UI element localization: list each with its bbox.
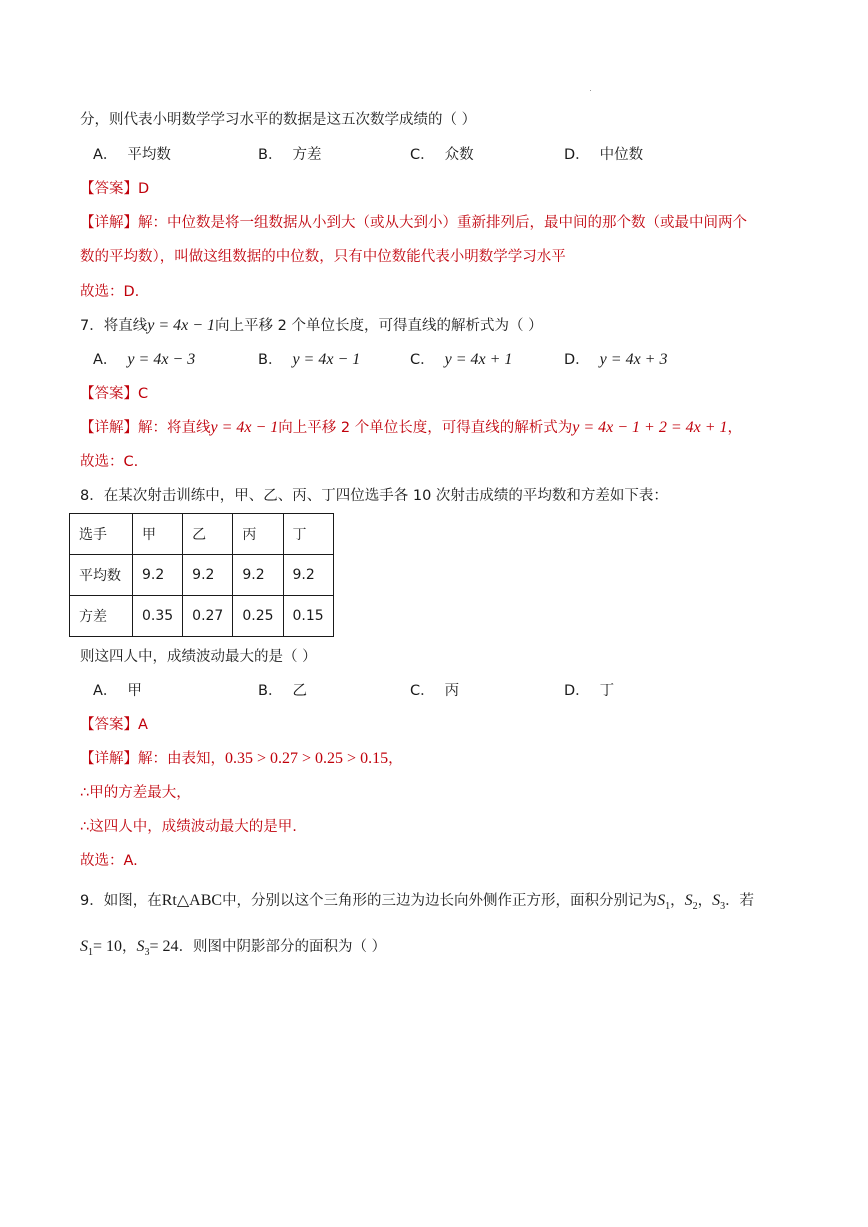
explain-tag: 【详解】 bbox=[80, 751, 138, 767]
answer-value: D bbox=[138, 181, 150, 197]
math-s3 bbox=[136, 938, 150, 958]
q6-explain-line2: 数的平均数），叫做这组数据的中位数，只有中位数能代表小明数学学习水平 bbox=[80, 249, 566, 265]
subscript: 1 bbox=[88, 947, 93, 958]
q8-option-d bbox=[564, 681, 614, 701]
q8-explain bbox=[80, 749, 403, 769]
subscript: 1 bbox=[665, 901, 671, 912]
q7-answer bbox=[80, 384, 148, 404]
option-label: D． bbox=[564, 352, 590, 368]
stem-text: ．若 bbox=[725, 893, 755, 909]
symbol: S bbox=[80, 938, 88, 955]
q8-option-c bbox=[410, 681, 459, 701]
q7-option-c bbox=[410, 350, 512, 370]
table-cell: 丙 bbox=[233, 514, 283, 555]
q8-answer bbox=[80, 715, 148, 735]
table-cell: 0.25 bbox=[233, 596, 283, 637]
option-label: A． bbox=[93, 683, 118, 699]
option-text: 丁 bbox=[599, 683, 615, 699]
explain-text: ， bbox=[388, 751, 403, 767]
stem-text: 向上平移 2 个单位长度，可得直线的解析式为（ ） bbox=[215, 318, 543, 334]
option-label: B． bbox=[258, 147, 283, 163]
q8-stem bbox=[80, 486, 668, 506]
table-row bbox=[70, 555, 334, 596]
explain-text: 解：由表知， bbox=[138, 751, 225, 767]
q6-answer bbox=[80, 179, 149, 199]
option-text: 众数 bbox=[444, 147, 474, 163]
option-expression: y = 4x + 3 bbox=[599, 351, 668, 368]
q6-explain-line1 bbox=[80, 213, 747, 233]
q6-option-d bbox=[564, 145, 643, 165]
q8-step1: ∴甲的方差最大， bbox=[80, 785, 191, 801]
math-s1 bbox=[657, 892, 671, 912]
option-expression: y = 4x + 1 bbox=[444, 351, 513, 368]
option-text: 平均数 bbox=[127, 147, 171, 163]
math-condition: = 24 bbox=[149, 938, 179, 955]
q7-stem bbox=[80, 316, 543, 336]
symbol: S bbox=[657, 892, 666, 909]
subscript: 3 bbox=[144, 947, 150, 958]
table-cell: 甲 bbox=[133, 514, 183, 555]
option-text: 中位数 bbox=[599, 147, 644, 163]
option-text: 乙 bbox=[292, 683, 307, 699]
table-header-row bbox=[70, 514, 334, 555]
math-s3 bbox=[712, 892, 726, 912]
math-triangle: Rt△ABC bbox=[161, 892, 223, 909]
option-label: C． bbox=[410, 147, 435, 163]
table-cell: 9.2 bbox=[283, 555, 333, 596]
question-number: 9． bbox=[80, 893, 104, 909]
table-cell: 平均数 bbox=[70, 555, 133, 596]
option-expression: y = 4x − 1 bbox=[292, 351, 361, 368]
q8-step2: ∴这四人中，成绩波动最大的是甲. bbox=[80, 819, 297, 835]
q6-choose: 故选：D. bbox=[80, 284, 140, 300]
table-row bbox=[70, 596, 334, 637]
table-cell: 9.2 bbox=[233, 555, 283, 596]
table-cell: 9.2 bbox=[183, 555, 233, 596]
q7-option-d bbox=[564, 350, 667, 370]
table-cell: 0.35 bbox=[133, 596, 183, 637]
symbol: S bbox=[684, 892, 693, 909]
q7-option-b bbox=[258, 350, 360, 370]
symbol: S bbox=[712, 892, 721, 909]
q7-explain bbox=[80, 418, 742, 438]
explain-text: 解：将直线 bbox=[138, 420, 211, 436]
explain-tag: 【详解】 bbox=[80, 215, 138, 231]
stem-text: 如图，在 bbox=[103, 893, 162, 909]
option-label: C． bbox=[410, 683, 435, 699]
q8-option-b bbox=[258, 681, 307, 701]
table-cell: 乙 bbox=[183, 514, 233, 555]
stem-text: ．则图中阴影部分的面积为（ ） bbox=[178, 939, 387, 955]
math-s1 bbox=[80, 938, 93, 958]
option-label: B． bbox=[258, 352, 283, 368]
table-cell: 丁 bbox=[283, 514, 333, 555]
math-s2 bbox=[684, 892, 698, 912]
table-cell: 9.2 bbox=[133, 555, 183, 596]
answer-tag: 【答案】 bbox=[80, 181, 138, 197]
answer-tag: 【答案】 bbox=[80, 717, 138, 733]
option-text: 方差 bbox=[292, 147, 322, 163]
q6-option-c bbox=[410, 145, 474, 165]
answer-tag: 【答案】 bbox=[80, 386, 138, 402]
page-speck bbox=[590, 90, 591, 91]
stem-text: 中，分别以这个三角形的三边为边长向外侧作正方形，面积分别记为 bbox=[222, 893, 658, 909]
question-number: 7． bbox=[80, 318, 104, 334]
explain-text: ， bbox=[727, 420, 743, 436]
subscript: 3 bbox=[720, 901, 726, 912]
math-expression: y = 4x − 1 bbox=[147, 317, 216, 334]
question-number: 8． bbox=[80, 488, 104, 504]
option-label: B． bbox=[258, 683, 283, 699]
table-cell: 0.27 bbox=[183, 596, 233, 637]
table-cell: 0.15 bbox=[283, 596, 333, 637]
explain-text: 向上平移 2 个单位长度，可得直线的解析式为 bbox=[278, 420, 573, 436]
math-expression: y = 4x − 1 bbox=[210, 419, 279, 436]
option-text: 甲 bbox=[127, 683, 142, 699]
math-expression: 0.35 > 0.27 > 0.25 > 0.15 bbox=[225, 750, 389, 767]
subscript: 2 bbox=[692, 901, 698, 912]
answer-value: C bbox=[138, 386, 149, 402]
q9-stem-line2: $S_1= 10$，$S_3= 24$．则图中阴影部分的面积为（ ） bbox=[80, 938, 387, 958]
q8-option-a bbox=[93, 681, 142, 701]
option-label: D． bbox=[564, 683, 590, 699]
q7-option-a bbox=[93, 350, 195, 370]
symbol: S bbox=[136, 938, 145, 955]
option-expression: y = 4x − 3 bbox=[127, 351, 196, 368]
math-expression: y = 4x − 1 + 2 = 4x + 1 bbox=[572, 419, 728, 436]
option-label: C． bbox=[410, 352, 435, 368]
q6-stem-tail: 分，则代表小明数学学习水平的数据是这五次数学成绩的（ ） bbox=[80, 112, 477, 128]
q8-question: 则这四人中，成绩波动最大的是（ ） bbox=[80, 649, 317, 665]
option-text: 丙 bbox=[444, 683, 460, 699]
option-label: A． bbox=[93, 147, 118, 163]
stem-text: 将直线 bbox=[103, 318, 148, 334]
math-condition: = 10 bbox=[93, 938, 123, 955]
option-label: A． bbox=[93, 352, 118, 368]
table-cell: 方差 bbox=[70, 596, 133, 637]
explain-tag: 【详解】 bbox=[80, 420, 138, 436]
answer-value: A bbox=[138, 717, 148, 733]
table-cell: 选手 bbox=[70, 514, 133, 555]
option-label: D． bbox=[564, 147, 590, 163]
q7-choose: 故选：C. bbox=[80, 454, 139, 470]
q8-choose: 故选：A. bbox=[80, 853, 138, 869]
score-table bbox=[69, 513, 334, 637]
q6-option-b bbox=[258, 145, 321, 165]
q6-option-a bbox=[93, 145, 171, 165]
q9-stem-line1: 9．如图，在Rt△ABC中，分别以这个三角形的三边为边长向外侧作正方形，面积分别记为$S_1$，$S_2$，$S_3$．若 bbox=[80, 892, 755, 912]
stem-text: 在某次射击训练中，甲、乙、丙、丁四位选手各 10 次射击成绩的平均数和方差如下表： bbox=[103, 488, 668, 504]
explain-text: 解：中位数是将一组数据从小到大（或从大到小）重新排列后，最中间的那个数（或最中间两个 bbox=[138, 215, 747, 231]
